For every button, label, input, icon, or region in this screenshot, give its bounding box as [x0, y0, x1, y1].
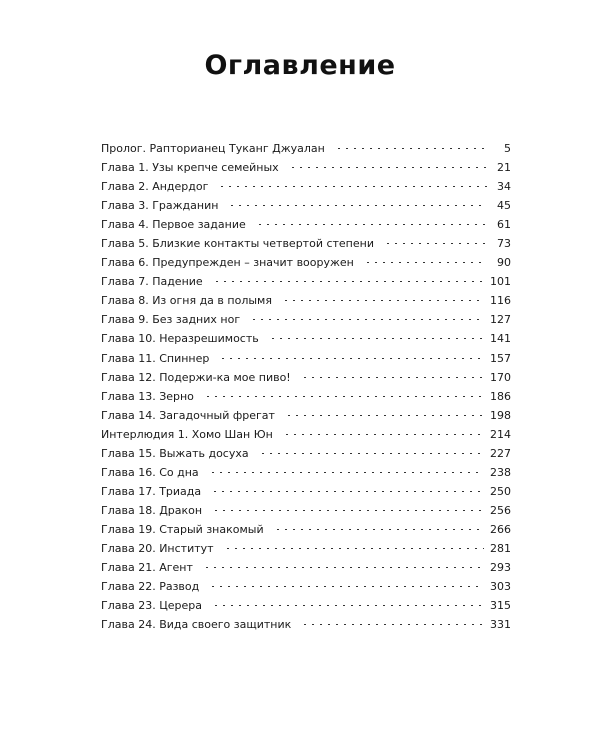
dot-leader — [219, 358, 484, 359]
dot-leader — [224, 548, 484, 549]
dot-leader — [384, 243, 487, 244]
dot-leader — [218, 186, 487, 187]
toc-entry — [101, 463, 511, 482]
toc-entry — [101, 196, 511, 215]
toc-entry — [101, 482, 511, 501]
toc-entry — [101, 349, 511, 368]
dot-leader — [301, 377, 484, 378]
dot-leader — [256, 224, 487, 225]
toc-entry-page-number: 238 — [490, 465, 511, 479]
toc-entry-page-number: 116 — [490, 294, 511, 308]
toc-entry-title: Глава 7. Падение — [101, 275, 203, 289]
toc-entry-page-number: 157 — [490, 351, 511, 365]
toc-entry-title: Интерлюдия 1. Хомо Шан Юн — [101, 427, 273, 441]
toc-entry-page-number: 256 — [490, 503, 511, 517]
toc-entry — [101, 291, 511, 310]
dot-leader — [209, 472, 484, 473]
dot-leader — [250, 319, 484, 320]
toc-entry — [101, 234, 511, 253]
toc-entry-title: Глава 1. Узы крепче семейных — [101, 161, 279, 175]
dot-leader — [209, 586, 484, 587]
toc-entry-page-number: 198 — [490, 408, 511, 422]
toc-entry-title: Глава 21. Агент — [101, 561, 193, 575]
toc-entry — [101, 615, 511, 634]
toc-entry-page-number: 315 — [490, 599, 511, 613]
toc-entry-title: Глава 24. Вида своего защитник — [101, 618, 292, 632]
toc-entry-title: Глава 14. Загадочный фрегат — [101, 408, 275, 422]
toc-entry-title: Глава 15. Выжать досуха — [101, 446, 249, 460]
toc-entry-title: Глава 6. Предупрежден – значит вооружен — [101, 256, 354, 270]
toc-entry-page-number: 281 — [490, 541, 511, 555]
toc-entry-title: Глава 18. Дракон — [101, 503, 203, 517]
toc-entry-title: Глава 19. Старый знакомый — [101, 522, 264, 536]
toc-entry-title: Глава 9. Без задних ног — [101, 313, 241, 327]
toc-entry-page-number: 293 — [490, 561, 511, 575]
dot-leader — [203, 567, 484, 568]
toc-entry — [101, 310, 511, 329]
dot-leader — [228, 205, 487, 206]
page-title: Оглавление — [204, 50, 396, 81]
dot-leader — [274, 529, 484, 530]
toc-entry-page-number: 250 — [490, 484, 511, 498]
toc-entry — [101, 368, 511, 387]
dot-leader — [282, 300, 484, 301]
toc-entry-title: Глава 20. Институт — [101, 541, 214, 555]
toc-entry-page-number: 266 — [490, 522, 511, 536]
toc-entry-page-number: 227 — [490, 446, 511, 460]
toc-entry — [101, 596, 511, 615]
dot-leader — [301, 624, 484, 625]
toc-entry-title: Глава 4. Первое задание — [101, 218, 246, 232]
toc-entry — [101, 444, 511, 463]
toc-entry-title: Глава 10. Неразрешимость — [101, 332, 259, 346]
toc-entry — [101, 158, 511, 177]
toc-entry — [101, 577, 511, 596]
toc-entry — [101, 425, 511, 444]
toc-entry — [101, 558, 511, 577]
table-of-contents — [101, 139, 511, 634]
dot-leader — [269, 338, 484, 339]
toc-entry-page-number: 331 — [490, 618, 511, 632]
toc-entry-page-number: 127 — [490, 313, 511, 327]
toc-entry-title: Глава 12. Подержи-ка мое пиво! — [101, 370, 291, 384]
toc-entry-page-number: 61 — [497, 218, 511, 232]
toc-entry-page-number: 141 — [490, 332, 511, 346]
dot-leader — [212, 510, 484, 511]
toc-entry-page-number: 34 — [497, 180, 511, 194]
toc-entry — [101, 520, 511, 539]
toc-entry-title: Глава 5. Близкие контакты четвертой степени — [101, 237, 374, 251]
dot-leader — [213, 281, 484, 282]
toc-entry — [101, 387, 511, 406]
dot-leader — [364, 262, 487, 263]
dot-leader — [211, 491, 484, 492]
dot-leader — [289, 167, 487, 168]
toc-entry-page-number: 73 — [497, 237, 511, 251]
toc-entry — [101, 329, 511, 348]
toc-entry-page-number: 45 — [497, 199, 511, 213]
toc-entry-title: Пролог. Рапторианец Туканг Джуалан — [101, 142, 325, 155]
toc-entry-page-number: 90 — [497, 256, 511, 270]
dot-leader — [212, 605, 484, 606]
dot-leader — [283, 434, 484, 435]
dot-leader — [259, 453, 484, 454]
toc-entry-page-number: 170 — [490, 370, 511, 384]
toc-entry — [101, 215, 511, 234]
toc-entry-title: Глава 3. Гражданин — [101, 199, 219, 213]
toc-entry-title: Глава 2. Андердог — [101, 180, 209, 194]
toc-entry — [101, 272, 511, 291]
toc-entry — [101, 139, 511, 158]
toc-entry-page-number: 186 — [490, 389, 511, 403]
toc-entry — [101, 177, 511, 196]
toc-entry-page-number: 303 — [490, 580, 511, 594]
toc-entry — [101, 539, 511, 558]
toc-entry-title: Глава 22. Развод — [101, 580, 200, 594]
toc-entry-title: Глава 17. Триада — [101, 484, 202, 498]
toc-entry-title: Глава 8. Из огня да в полымя — [101, 294, 272, 308]
dot-leader — [204, 396, 484, 397]
toc-entry — [101, 406, 511, 425]
toc-entry-title: Глава 16. Со дна — [101, 465, 199, 479]
toc-entry-title: Глава 13. Зерно — [101, 389, 194, 403]
toc-entry-title: Глава 23. Церера — [101, 599, 202, 613]
toc-entry-page-number: 214 — [490, 427, 511, 441]
toc-entry-page-number: 5 — [504, 142, 511, 155]
toc-entry-page-number: 21 — [497, 161, 511, 175]
toc-entry-page-number: 101 — [490, 275, 511, 289]
toc-entry-title: Глава 11. Спиннер — [101, 351, 210, 365]
toc-entry — [101, 501, 511, 520]
dot-leader — [285, 415, 484, 416]
toc-entry — [101, 253, 511, 272]
dot-leader — [335, 148, 487, 149]
